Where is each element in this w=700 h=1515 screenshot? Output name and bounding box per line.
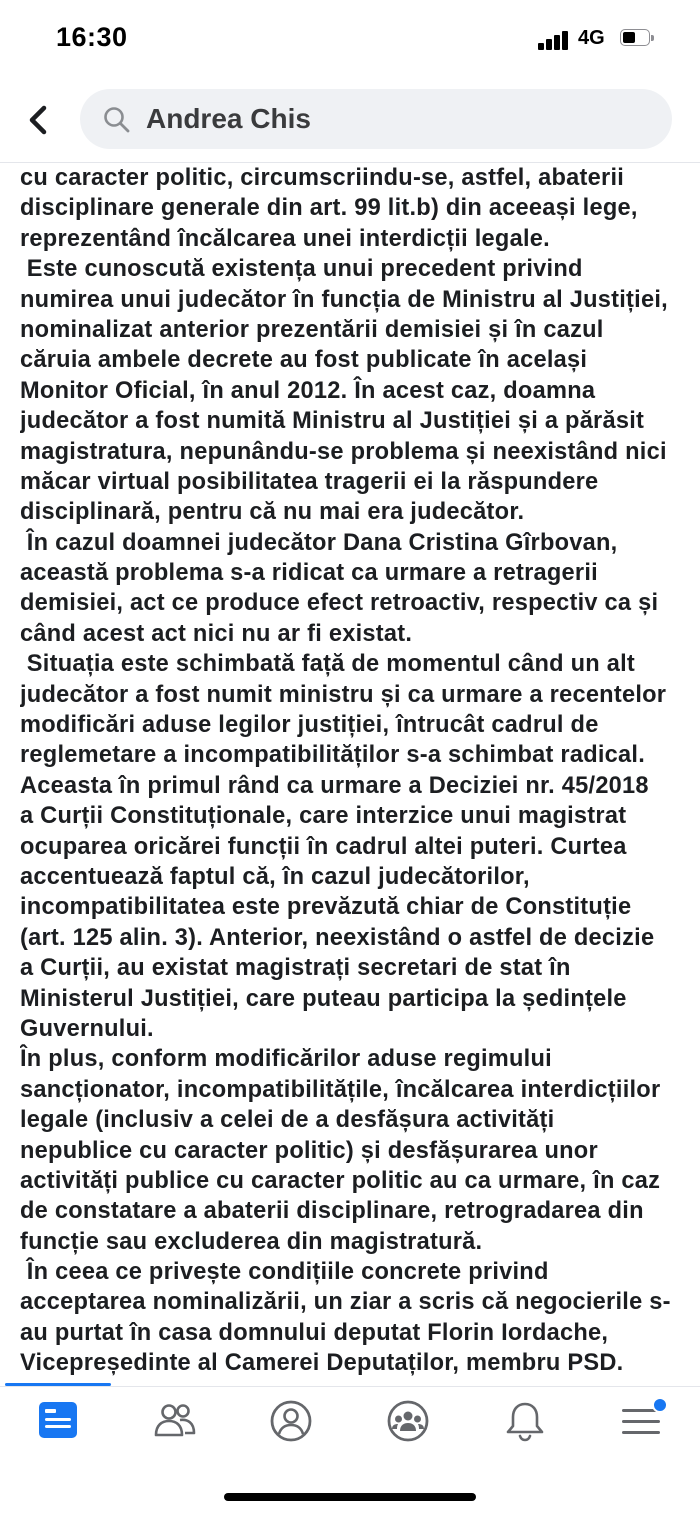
news-feed-icon <box>33 1399 83 1443</box>
tab-friends[interactable] <box>150 1399 200 1443</box>
tab-news-feed[interactable] <box>33 1399 83 1443</box>
text-line: ocuparea oricărei funcții în cadrul altei puteri. Curtea <box>20 833 627 860</box>
text-line: nepublice cu caracter politic) și desfășurarea unor <box>20 1137 598 1164</box>
text-line: demisiei, act ce produce efect retroactiv, respectiv ca și <box>20 590 659 617</box>
text-line: accentuează faptul că, în cazul judecătorilor, <box>20 863 530 890</box>
text-line: reglemetare a incompatibilităților s-a schimbat radical. <box>20 742 646 769</box>
network-type: 4G <box>578 27 605 49</box>
bell-icon <box>500 1399 550 1443</box>
text-line: Ministerul Justiției, care puteau participa la ședințele <box>20 985 627 1012</box>
text-line: cu caracter politic, circumscriindu-se, astfel, abaterii <box>20 165 625 191</box>
text-line: Monitor Oficial, în anul 2012. În acest caz, doamna <box>20 377 596 404</box>
tab-profile[interactable] <box>266 1399 316 1443</box>
text-line: Guvernului. <box>20 1015 154 1042</box>
groups-icon <box>383 1399 433 1443</box>
text-line: (art. 125 alin. 3). Anterior, neexistând o astfel de decizie <box>20 924 655 951</box>
text-line: Vicepreședinte al Camerei Deputaților, membru PSD. <box>20 1350 624 1377</box>
status-time: 16:30 <box>56 22 128 52</box>
friends-icon <box>150 1399 200 1443</box>
search-header <box>0 80 700 160</box>
home-indicator <box>224 1493 476 1501</box>
status-bar <box>0 0 700 80</box>
text-line: În ceea ce privește condițiile concrete privind <box>20 1259 549 1286</box>
tab-menu[interactable] <box>616 1399 666 1443</box>
text-line: de constatare a abaterii disciplinare, retrogradarea din <box>20 1198 644 1225</box>
text-line: Aceasta în primul rând ca urmare a Deciziei nr. 45/2018 <box>20 772 649 799</box>
tab-notifications[interactable] <box>500 1399 550 1443</box>
search-bar[interactable] <box>80 89 672 149</box>
text-line: nominalizat anterior prezentării demisiei și în cazul <box>20 316 604 343</box>
text-line: incompatibilitatea este prevăzută chiar de Constituție <box>20 894 632 921</box>
menu-notification-dot <box>652 1397 668 1413</box>
text-line: a Curții Constituționale, care interzice unui magistrat <box>20 803 627 830</box>
text-line: când acest act nici nu ar fi existat. <box>20 620 413 647</box>
text-line: această problema s-a ridicat ca urmare a retragerii <box>20 560 598 587</box>
text-line: măcar virtual posibilitatea tragerii ei la răspundere <box>20 468 599 495</box>
battery-icon <box>620 29 656 48</box>
text-line: a Curții, au existat magistrați secretari de stat în <box>20 955 571 982</box>
text-line: numirea unui judecător în funcția de Ministru al Justiției, <box>20 286 668 313</box>
text-line: Este cunoscută existența unui precedent privind <box>20 256 583 283</box>
signal-strength-icon <box>538 30 574 50</box>
text-line: sancționator, incompatibilitățile, încălcarea interdicțiilor <box>20 1076 661 1103</box>
text-line: Situația este schimbată față de momentul când un alt <box>20 651 636 678</box>
text-line: magistratura, nepunându-se problema și neexistând nici <box>20 438 667 465</box>
text-line: judecător a fost numit ministru și ca urmare a recentelor <box>20 681 667 708</box>
tab-groups[interactable] <box>383 1399 433 1443</box>
text-line: modificări aduse legilor justiției, întrucât cadrul de <box>20 712 599 739</box>
text-line: reprezentând încălcarea unei interdicții legale. <box>20 225 550 252</box>
text-line: disciplinară, pentru că nu mai era judecător. <box>20 499 525 526</box>
text-line: În plus, conform modificărilor aduse regimului <box>20 1046 552 1073</box>
text-line: judecător a fost numită Ministru al Justiției și a părăsit <box>20 408 645 435</box>
post-text <box>20 163 700 1383</box>
back-button[interactable] <box>22 100 56 140</box>
profile-icon <box>266 1399 316 1443</box>
search-input[interactable] <box>146 95 646 143</box>
text-line: activități publice cu caracter politic au ca urmare, în caz <box>20 1167 661 1194</box>
text-line: legale (inclusiv a celei de a desfășura activități <box>20 1107 555 1134</box>
chevron-left-icon <box>22 100 56 140</box>
text-line: disciplinare generale din art. 99 lit.b) din aceeași lege, <box>20 195 638 222</box>
text-line: În cazul doamnei judecător Dana Cristina Gîrbovan, <box>20 529 618 556</box>
bottom-tab-bar <box>0 1387 700 1457</box>
magnifier-icon <box>102 105 132 135</box>
text-line: funcție sau excluderea din magistratură. <box>20 1228 483 1255</box>
text-line: au purtat în casa domnului deputat Florin Iordache, <box>20 1319 609 1346</box>
text-line: căruia ambele decrete au fost publicate în același <box>20 347 588 374</box>
text-line: acceptarea nominalizării, un ziar a scris că negocierile s- <box>20 1289 671 1316</box>
